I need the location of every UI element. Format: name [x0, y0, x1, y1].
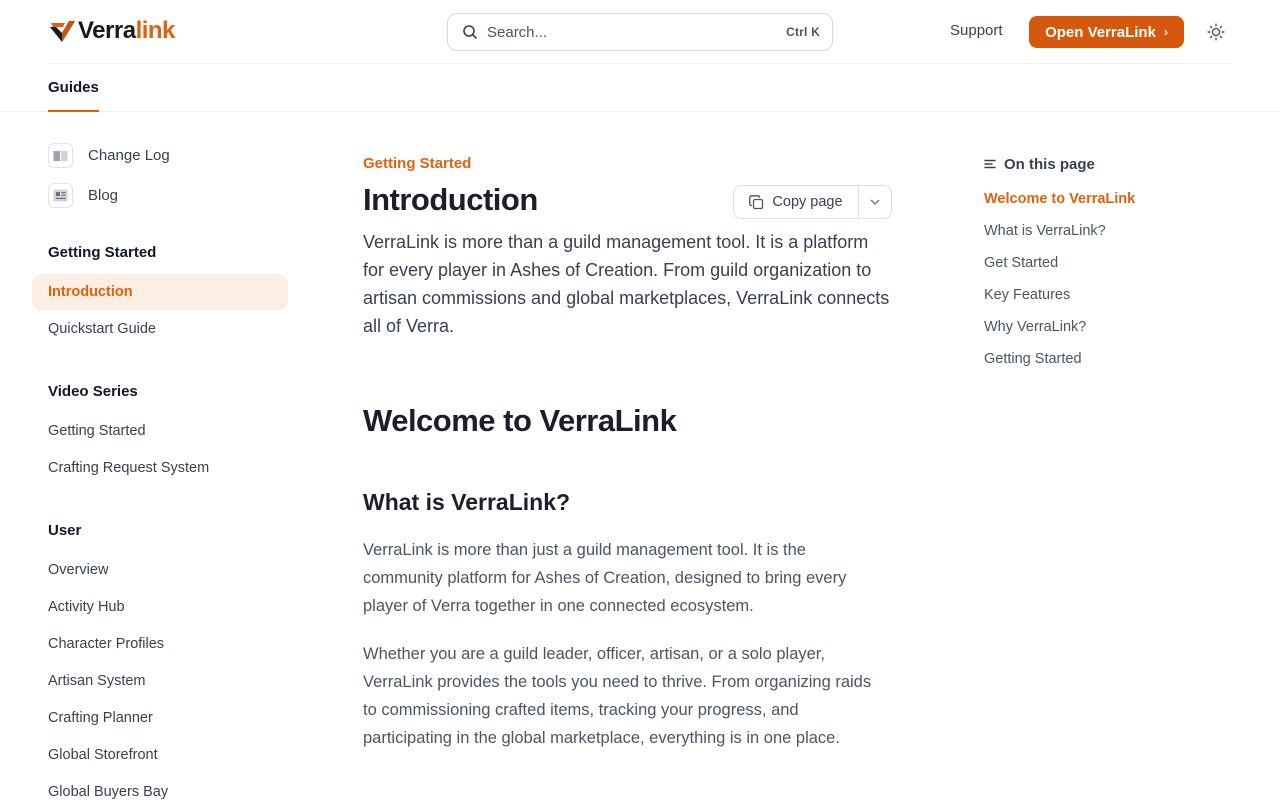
sidebar-item-introduction[interactable]: Introduction	[32, 274, 288, 310]
sidebar-item-overview[interactable]: Overview	[48, 562, 109, 578]
search-shortcut: Ctrl K	[786, 25, 820, 39]
book-icon	[48, 143, 73, 168]
search-icon	[462, 24, 478, 40]
copy-page-label: Copy page	[772, 194, 843, 210]
newspaper-icon	[48, 183, 73, 208]
sidebar-item-character-profiles[interactable]: Character Profiles	[48, 636, 165, 652]
sun-icon	[1207, 23, 1225, 41]
support-link[interactable]: Support	[950, 22, 1003, 39]
toc-item-key-features[interactable]: Key Features	[984, 287, 1071, 303]
toc-title: On this page	[1004, 155, 1095, 173]
page-title: Introduction	[363, 182, 538, 217]
logo-mark-icon	[48, 17, 76, 45]
copy-page-button[interactable]	[734, 186, 859, 218]
logo-text-part1: Verra	[78, 17, 136, 44]
body-paragraph: Whether you are a guild leader, officer, artisan, or a solo player, VerraLink provides the tools you need to thrive. From organizing raids to commissioning crafted items, tracking your progress, and participating in the global marketplace, everything is in one place.	[363, 645, 872, 747]
toc-header	[984, 152, 1234, 176]
sidebar-link-blog[interactable]	[48, 183, 118, 208]
sidebar-item-global-buyers-bay[interactable]: Global Buyers Bay	[48, 784, 169, 800]
subsection-heading-what-is: What is VerraLink?	[363, 489, 571, 515]
chevron-right-icon: ›	[1163, 25, 1168, 39]
toc-item-what-is[interactable]: What is VerraLink?	[984, 223, 1106, 239]
table-of-contents	[984, 152, 1234, 367]
search-placeholder: Search...	[487, 23, 548, 41]
search-input[interactable]	[447, 13, 833, 51]
chevron-down-icon	[870, 199, 880, 205]
lead-paragraph: VerraLink is more than a guild management tool. It is a platform for every player in Ashes of Creation. From guild organization to artisan commissions and global marketplaces, VerraLink connects all of Verra.	[363, 232, 890, 336]
sidebar-item-artisan-system[interactable]: Artisan System	[48, 673, 146, 689]
toc-item-welcome[interactable]: Welcome to VerraLink	[984, 191, 1136, 207]
open-verralink-button[interactable]	[1029, 16, 1184, 48]
sidebar-item-quickstart-guide[interactable]: Quickstart Guide	[48, 321, 156, 337]
logo-text-part2: link	[135, 17, 175, 44]
copy-options-dropdown[interactable]	[859, 186, 891, 218]
sidebar-item-activity-hub[interactable]: Activity Hub	[48, 599, 125, 615]
sidebar-section-getting-started: Getting Started	[48, 244, 157, 261]
toc-item-getting-started[interactable]: Getting Started	[984, 351, 1082, 367]
sidebar-item-video-getting-started[interactable]: Getting Started	[48, 423, 146, 439]
toc-item-why[interactable]: Why VerraLink?	[984, 319, 1087, 335]
breadcrumb: Getting Started	[363, 155, 472, 172]
tab-guides[interactable]: Guides	[48, 64, 99, 112]
top-header	[0, 0, 1280, 64]
logo[interactable]	[48, 17, 175, 45]
toc-item-get-started[interactable]: Get Started	[984, 255, 1059, 271]
sidebar-section-user: User	[48, 522, 82, 539]
body-paragraph: VerraLink is more than just a guild management tool. It is the community platform for Ashes of Creation, designed to bring every player of Verra together in one connected ecosystem.	[363, 541, 847, 615]
theme-toggle[interactable]	[1204, 20, 1228, 44]
section-heading-welcome: Welcome to VerraLink	[363, 403, 677, 438]
sidebar-item-crafting-request-system[interactable]: Crafting Request System	[48, 460, 210, 476]
logo-text	[78, 17, 175, 45]
tab-bar	[0, 64, 1280, 112]
sidebar-link-change-log[interactable]	[48, 143, 170, 168]
sidebar-link-label: Change Log	[88, 147, 170, 164]
open-verralink-label: Open VerraLink	[1045, 23, 1156, 41]
copy-page-group	[733, 185, 892, 219]
sidebar-link-label: Blog	[88, 187, 119, 204]
sidebar-section-video-series: Video Series	[48, 383, 138, 400]
sidebar-item-crafting-planner[interactable]: Crafting Planner	[48, 710, 153, 726]
copy-icon	[749, 195, 764, 210]
sidebar-item-global-storefront[interactable]: Global Storefront	[48, 747, 158, 763]
list-icon	[984, 159, 996, 169]
